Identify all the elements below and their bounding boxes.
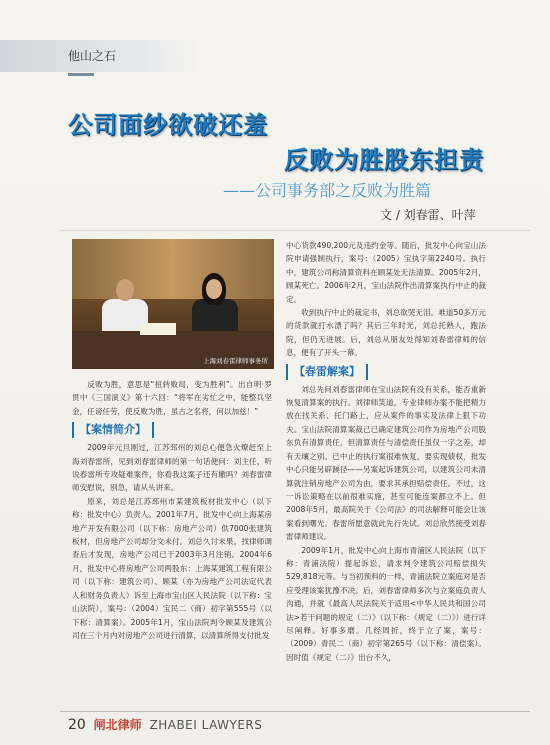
meeting-photo [72,239,274,369]
title-divider [60,230,530,231]
photo-caption: 上海刘春雷律师事务所 [203,357,268,365]
intro-paragraph: 反败为胜，意思是“扭转败局，变为胜利”。出自明·罗贯中《三国演义》第十六回：“将军在劣忙之中，能整兵坚金，任谤任劳，使反败为胜，虽古之名将，何以加兹！” [72,380,272,416]
page-footer [68,716,262,733]
section-heading-case-summary: 【案情简介】 [72,422,154,438]
body-paragraph: 刘总先问刘春雷律师在宝山法院有没有关系，能否重新恢复清算案的执行。刘律师笑道，专业律师办案不能把精力放在找关系、托门路上，应从案件的事实及法律上狠下功夫。宝山法院清算案裁己已确定建筑公司作为房地产公司股东负有清算责任，但清算责任与清偿责任虽仅一字之差，却有天壤之别。已中止的执行案很难恢复，要实现债权，批发中心只能另辟蹊径——另案起诉建筑公司，以建筑公司未清算就注销房地产公司为由，要求其承担赔偿责任。不过，这一诉讼策略在以前很难实施，甚至可能连案都立不上。但2008年5月，最高院关于《公司法》的司法解释可能会让该案看到曙光。春雷所愿意就此先行先试。刘总欣然接受刘春雷律师建议。 [286,384,486,542]
footer-divider [60,711,530,712]
body-paragraph: 收到执行中止的裁定书，刘总欲哭无泪。难道50多万元的货款就打水漂了吗？其后三年时光，刘总托熟人，跑法院，但仍无进展。后，刘总从朋友处得知刘春雷律师的信息，便有了开头一幕。 [286,308,486,358]
body-paragraph: 2009年元旦刚过，江苏邳州的刘总心便急火燎赶至上海刘春雷所，见到刘春雷律师的第一句话便问：刘主任，听说春雷所专攻疑难案件，你看我这案子还有辙吗？刘春雷律师安慰说，别急，请从头讲来。 [72,443,272,493]
right-column [286,239,486,664]
magazine-logo: 闸北律师 [93,718,142,732]
magazine-name: ZHABEI LAWYERS [149,718,263,732]
body-paragraph: 原来，刘总是江苏邳州市某建筑板材批发中心（以下称：批发中心）负责人。2001年7月，批发中心向上海某房地产开发有限公司（以下称：房地产公司）供7000张建筑板材，但房地产公司却分文未付。刘总久讨未果。找律师调查后才发现，房地产公司已于2003年3月注销。2004年6月，批发中心将房地产公司两股东：上海某建筑工程有限公司（以下称：建筑公司）、顾某（亦为房地产公司法定代表人和财务负责人）诉至上海市宝山区人民法院（以下称：宝山法院），案号：（2004）宝民二（商）初字第555号（以下称：清算案）。2005年1月，宝山法院判令顾某及建筑公司在三个月内对房地产公司进行清算，以清算所得支付批发 [72,496,272,640]
section-label: 他山之石 [68,49,117,63]
left-column [72,378,272,642]
section-tab-underline [68,73,94,76]
article-subtitle: ——公司事务部之反败为胜篇 [223,181,432,200]
section-tab [0,40,200,72]
section-heading-case-solution: 【春雷解案】 [286,364,368,380]
page-number: 20 [68,717,86,733]
article-author: 文 / 刘春雷、叶萍 [380,208,476,222]
headline-line-2: 反败为胜股东担责 [284,146,484,174]
body-paragraph: 2009年1月，批发中心向上海市青浦区人民法院（以下称：青浦法院）提起诉讼，请求判令建筑公司赔偿损失529,818元等。与当初预料的一样，青浦法院立案庭对是否应受理该案犹豫不决。后，刘春雷律师多次与立案庭负责人沟通，并就《最高人民法院关于适用<中华人民共和国公司法>若干问题的规定（二）》（以下称：《规定（二）》）进行详尽阐释。好事多磨。几经周折，终于立了案，案号：（2009）青民二（商）初字第265号（以下称：清偿案）。因时值《规定（二）》出台不久， [286,545,486,662]
headline-line-1: 公司面纱欲破还羞 [68,111,268,139]
body-paragraph: 中心货款490,200元及违约金等。随后，批发中心向宝山法院申请强制执行，案号：（2005）宝执字第2240号。执行中，建筑公司称清算资料在顾某处无法清算。2005年2月，顾某死亡。2006年2月，宝山法院作出清算案执行中止的裁定。 [286,241,486,304]
